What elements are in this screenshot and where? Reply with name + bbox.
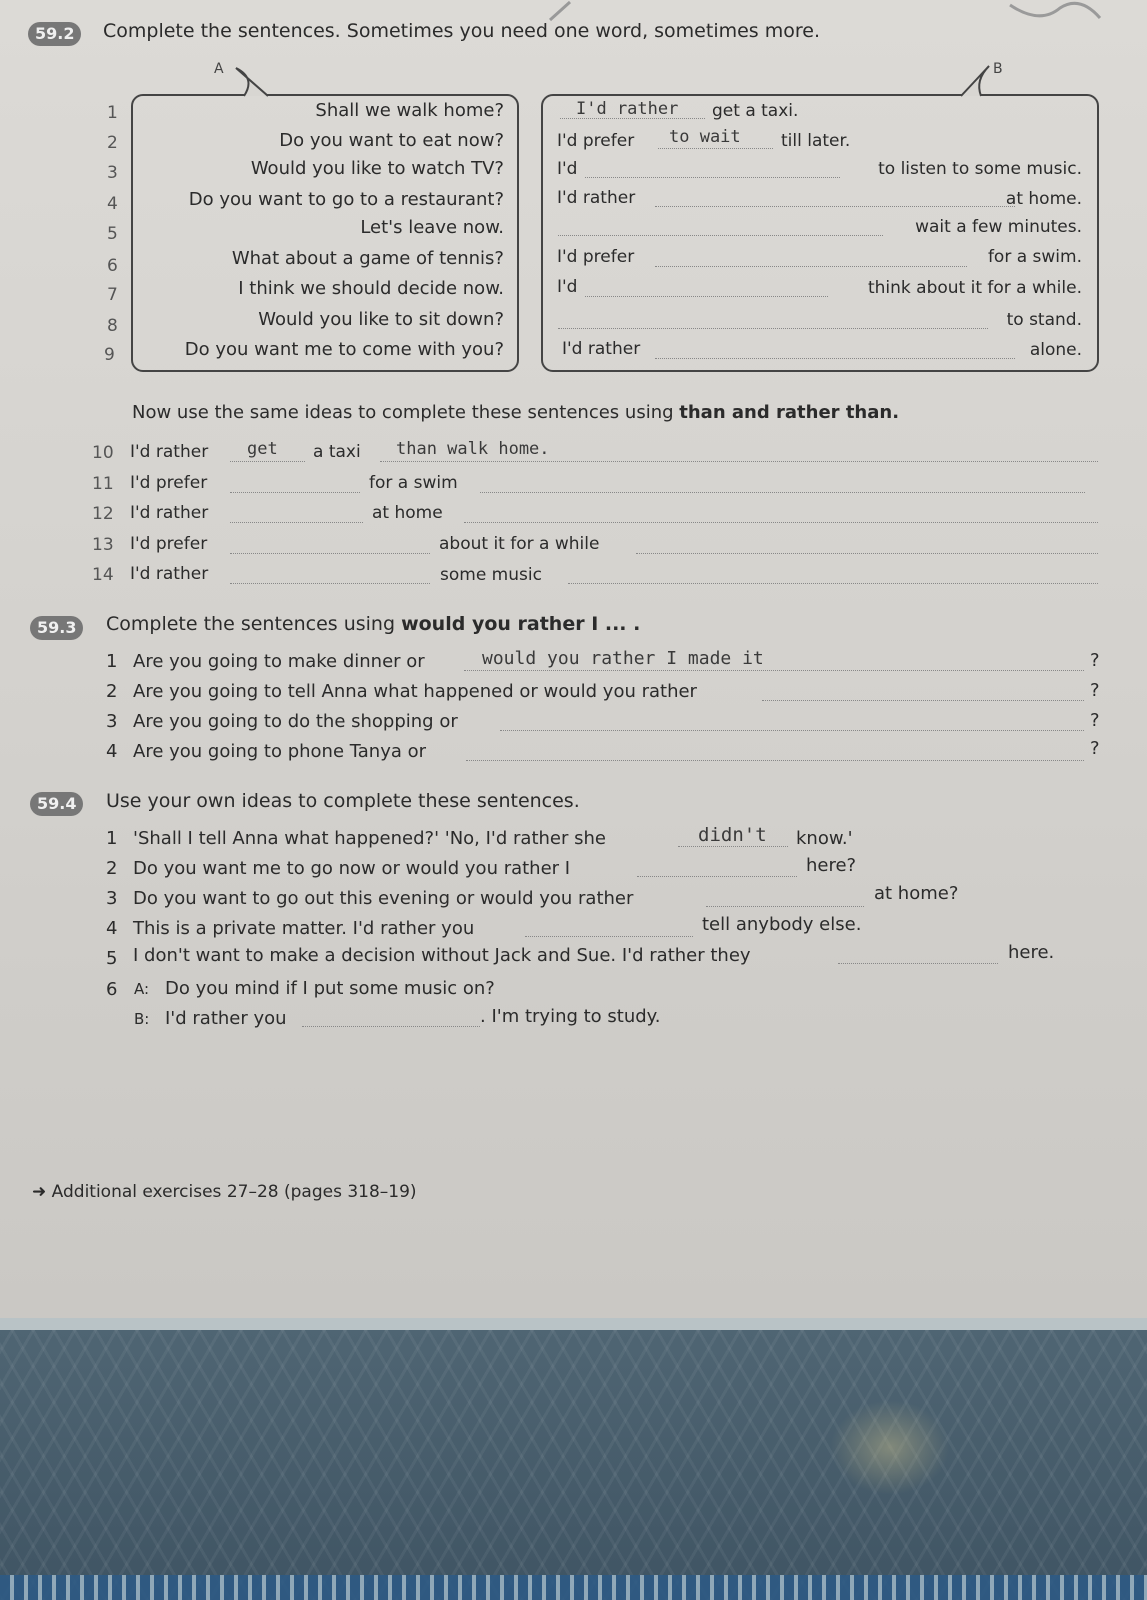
- answer-blank[interactable]: [230, 461, 305, 462]
- answer-blank[interactable]: [678, 846, 788, 847]
- question-mark: ?: [1090, 680, 1100, 701]
- sentence-end: here.: [1008, 942, 1055, 963]
- sentence-start: I'd rather you: [165, 1008, 287, 1029]
- handwritten-answer: than walk home.: [396, 439, 550, 459]
- part2-instruction: [132, 402, 899, 423]
- question-mark: ?: [1090, 650, 1100, 671]
- answer-blank[interactable]: [560, 118, 705, 119]
- sentence-start: I'd prefer: [130, 473, 208, 493]
- tablecloth-background: [0, 1330, 1147, 1600]
- column-a-label: A: [214, 61, 224, 77]
- additional-exercises-link[interactable]: [32, 1182, 417, 1202]
- instruction-text: Complete the sentences using: [106, 613, 402, 635]
- answer-blank[interactable]: [380, 461, 1098, 462]
- part2-instruction-text: Now use the same ideas to complete these sentences using: [132, 402, 680, 423]
- row-number: 1: [106, 828, 118, 849]
- row-number: 2: [106, 858, 118, 879]
- handwritten-answer: didn't: [698, 824, 767, 846]
- sentence-middle: for a swim: [369, 473, 458, 493]
- answer-blank[interactable]: [838, 963, 998, 964]
- sentence: Are you going to do the shopping or: [133, 711, 458, 732]
- additional-exercises-text: Additional exercises 27–28 (pages 318–19): [51, 1182, 417, 1202]
- prompt-a: Let's leave now.: [360, 217, 504, 238]
- handwritten-answer: I'd rather: [576, 99, 679, 119]
- response-b-end: wait a few minutes.: [915, 217, 1082, 237]
- speaker-a: A:: [134, 980, 150, 998]
- exercise-instruction-59-3: [106, 613, 640, 635]
- sentence: Do you mind if I put some music on?: [165, 978, 495, 999]
- answer-blank[interactable]: [585, 296, 828, 297]
- answer-blank[interactable]: [637, 876, 797, 877]
- question-mark: ?: [1090, 710, 1100, 731]
- row-number: 4: [106, 741, 118, 762]
- exercise-instruction-59-4: Use your own ideas to complete these sentences.: [106, 790, 580, 812]
- sentence-end: . I'm trying to study.: [480, 1006, 661, 1027]
- response-b-start: I'd: [557, 277, 578, 297]
- response-b-start: I'd rather: [562, 339, 641, 359]
- row-number: 4: [106, 918, 118, 939]
- exercise-badge-59-4: 59.4: [30, 792, 83, 816]
- row-number: 11: [92, 474, 114, 494]
- sentence-middle: at home: [372, 503, 443, 523]
- answer-blank[interactable]: [658, 148, 773, 149]
- row-number: 1: [107, 103, 118, 123]
- sentence-middle: some music: [440, 565, 542, 585]
- handwritten-answer: to wait: [669, 127, 741, 147]
- sentence-middle: about it for a while: [439, 534, 600, 554]
- response-b-end: alone.: [1029, 340, 1082, 360]
- answer-blank[interactable]: [655, 206, 1015, 207]
- prompt-a: Would you like to watch TV?: [250, 158, 504, 179]
- arrow-icon: ➜: [32, 1182, 47, 1202]
- exercise-badge-59-2: 59.2: [28, 22, 81, 46]
- speaker-b: B:: [134, 1010, 150, 1028]
- sentence-middle: a taxi: [313, 442, 361, 462]
- row-number: 4: [107, 194, 118, 214]
- row-number: 2: [106, 681, 118, 702]
- sentence: Are you going to make dinner or: [133, 651, 425, 672]
- speech-tail-a: [230, 66, 280, 98]
- sentence-start: I'd prefer: [130, 534, 208, 554]
- prompt-a: Do you want to go to a restaurant?: [188, 189, 504, 210]
- answer-blank[interactable]: [585, 177, 840, 178]
- column-b-label: B: [993, 61, 1003, 77]
- part2-instruction-bold: than and rather than.: [679, 402, 900, 423]
- row-number: 14: [92, 565, 114, 585]
- sentence-end: tell anybody else.: [702, 914, 862, 935]
- row-number: 12: [92, 504, 114, 524]
- answer-blank[interactable]: [568, 583, 1098, 584]
- sentence-end: know.': [796, 828, 853, 849]
- prompt-a: Would you like to sit down?: [258, 309, 504, 330]
- response-b-end: to stand.: [1006, 310, 1082, 330]
- row-number: 2: [107, 133, 118, 153]
- row-number: 1: [106, 651, 118, 672]
- answer-blank[interactable]: [636, 553, 1098, 554]
- answer-blank[interactable]: [230, 492, 360, 493]
- instruction-bold: would you rather I ... .: [401, 613, 641, 635]
- speech-tail-b: [955, 64, 995, 98]
- sentence-end: at home?: [874, 883, 959, 904]
- answer-blank[interactable]: [302, 1026, 480, 1027]
- answer-blank[interactable]: [525, 936, 693, 937]
- sentence-start: I'd rather: [130, 442, 209, 462]
- row-number: 6: [106, 979, 118, 1000]
- row-number: 8: [107, 316, 118, 336]
- sentence: Are you going to tell Anna what happened or would you rather: [133, 681, 697, 702]
- handwritten-answer: would you rather I made it: [482, 648, 764, 669]
- response-b-end: think about it for a while.: [867, 278, 1082, 298]
- prompt-a: Shall we walk home?: [315, 100, 504, 121]
- response-b-start: I'd: [557, 159, 578, 179]
- row-number: 10: [92, 443, 114, 463]
- tablecloth-border: [0, 1575, 1147, 1600]
- row-number: 3: [107, 163, 118, 183]
- sentence: Are you going to phone Tanya or: [133, 741, 427, 762]
- response-b-end: at home.: [1005, 189, 1082, 209]
- page-edge: [0, 1318, 1147, 1330]
- exercise-instruction-59-2: Complete the sentences. Sometimes you need one word, sometimes more.: [103, 20, 820, 42]
- answer-blank[interactable]: [230, 522, 363, 523]
- answer-blank[interactable]: [464, 670, 1084, 671]
- sentence-start: This is a private matter. I'd rather you: [133, 918, 475, 939]
- answer-blank[interactable]: [230, 553, 430, 554]
- row-number: 7: [107, 285, 118, 305]
- prompt-a: Do you want to eat now?: [279, 130, 504, 151]
- sentence-start: I'd rather: [130, 503, 209, 523]
- answer-blank[interactable]: [464, 522, 1098, 523]
- response-b-start: I'd prefer: [557, 247, 635, 267]
- answer-blank[interactable]: [558, 235, 883, 236]
- row-number: 13: [92, 535, 114, 555]
- answer-blank[interactable]: [480, 492, 1085, 493]
- exercise-badge-59-3: 59.3: [30, 616, 83, 640]
- sentence-start: 'Shall I tell Anna what happened?' 'No, I'd rather she: [133, 828, 606, 849]
- question-mark: ?: [1090, 738, 1100, 759]
- sentence-end: here?: [806, 855, 857, 876]
- sentence-start: Do you want to go out this evening or would you rather: [133, 888, 634, 909]
- answer-blank[interactable]: [762, 700, 1084, 701]
- row-number: 9: [104, 345, 115, 365]
- response-b-end: for a swim.: [987, 247, 1082, 267]
- sentence-start: I'd rather: [130, 564, 209, 584]
- response-b-start: I'd prefer: [557, 131, 635, 151]
- prompt-a: Do you want me to come with you?: [184, 339, 504, 360]
- answer-blank[interactable]: [706, 906, 864, 907]
- row-number: 6: [107, 256, 118, 276]
- tablecloth-stain: [830, 1400, 950, 1495]
- row-number: 5: [106, 948, 118, 969]
- answer-blank[interactable]: [558, 328, 988, 329]
- response-b-end: to listen to some music.: [878, 159, 1082, 179]
- prompt-a: What about a game of tennis?: [231, 248, 504, 269]
- sentence-start: I don't want to make a decision without Jack and Sue. I'd rather they: [133, 945, 751, 966]
- row-number: 5: [107, 224, 118, 244]
- response-b-end: till later.: [781, 131, 851, 151]
- answer-blank[interactable]: [466, 760, 1084, 761]
- answer-blank[interactable]: [230, 583, 430, 584]
- row-number: 3: [106, 711, 118, 732]
- response-b-start: I'd rather: [557, 188, 636, 208]
- handwritten-answer: get: [247, 439, 278, 459]
- answer-blank[interactable]: [500, 730, 1084, 731]
- answer-blank[interactable]: [655, 266, 967, 267]
- prompt-a: I think we should decide now.: [238, 278, 504, 299]
- sentence-start: Do you want me to go now or would you rather I: [133, 858, 571, 879]
- response-b-end: get a taxi.: [712, 101, 799, 121]
- answer-blank[interactable]: [655, 358, 1015, 359]
- row-number: 3: [106, 888, 118, 909]
